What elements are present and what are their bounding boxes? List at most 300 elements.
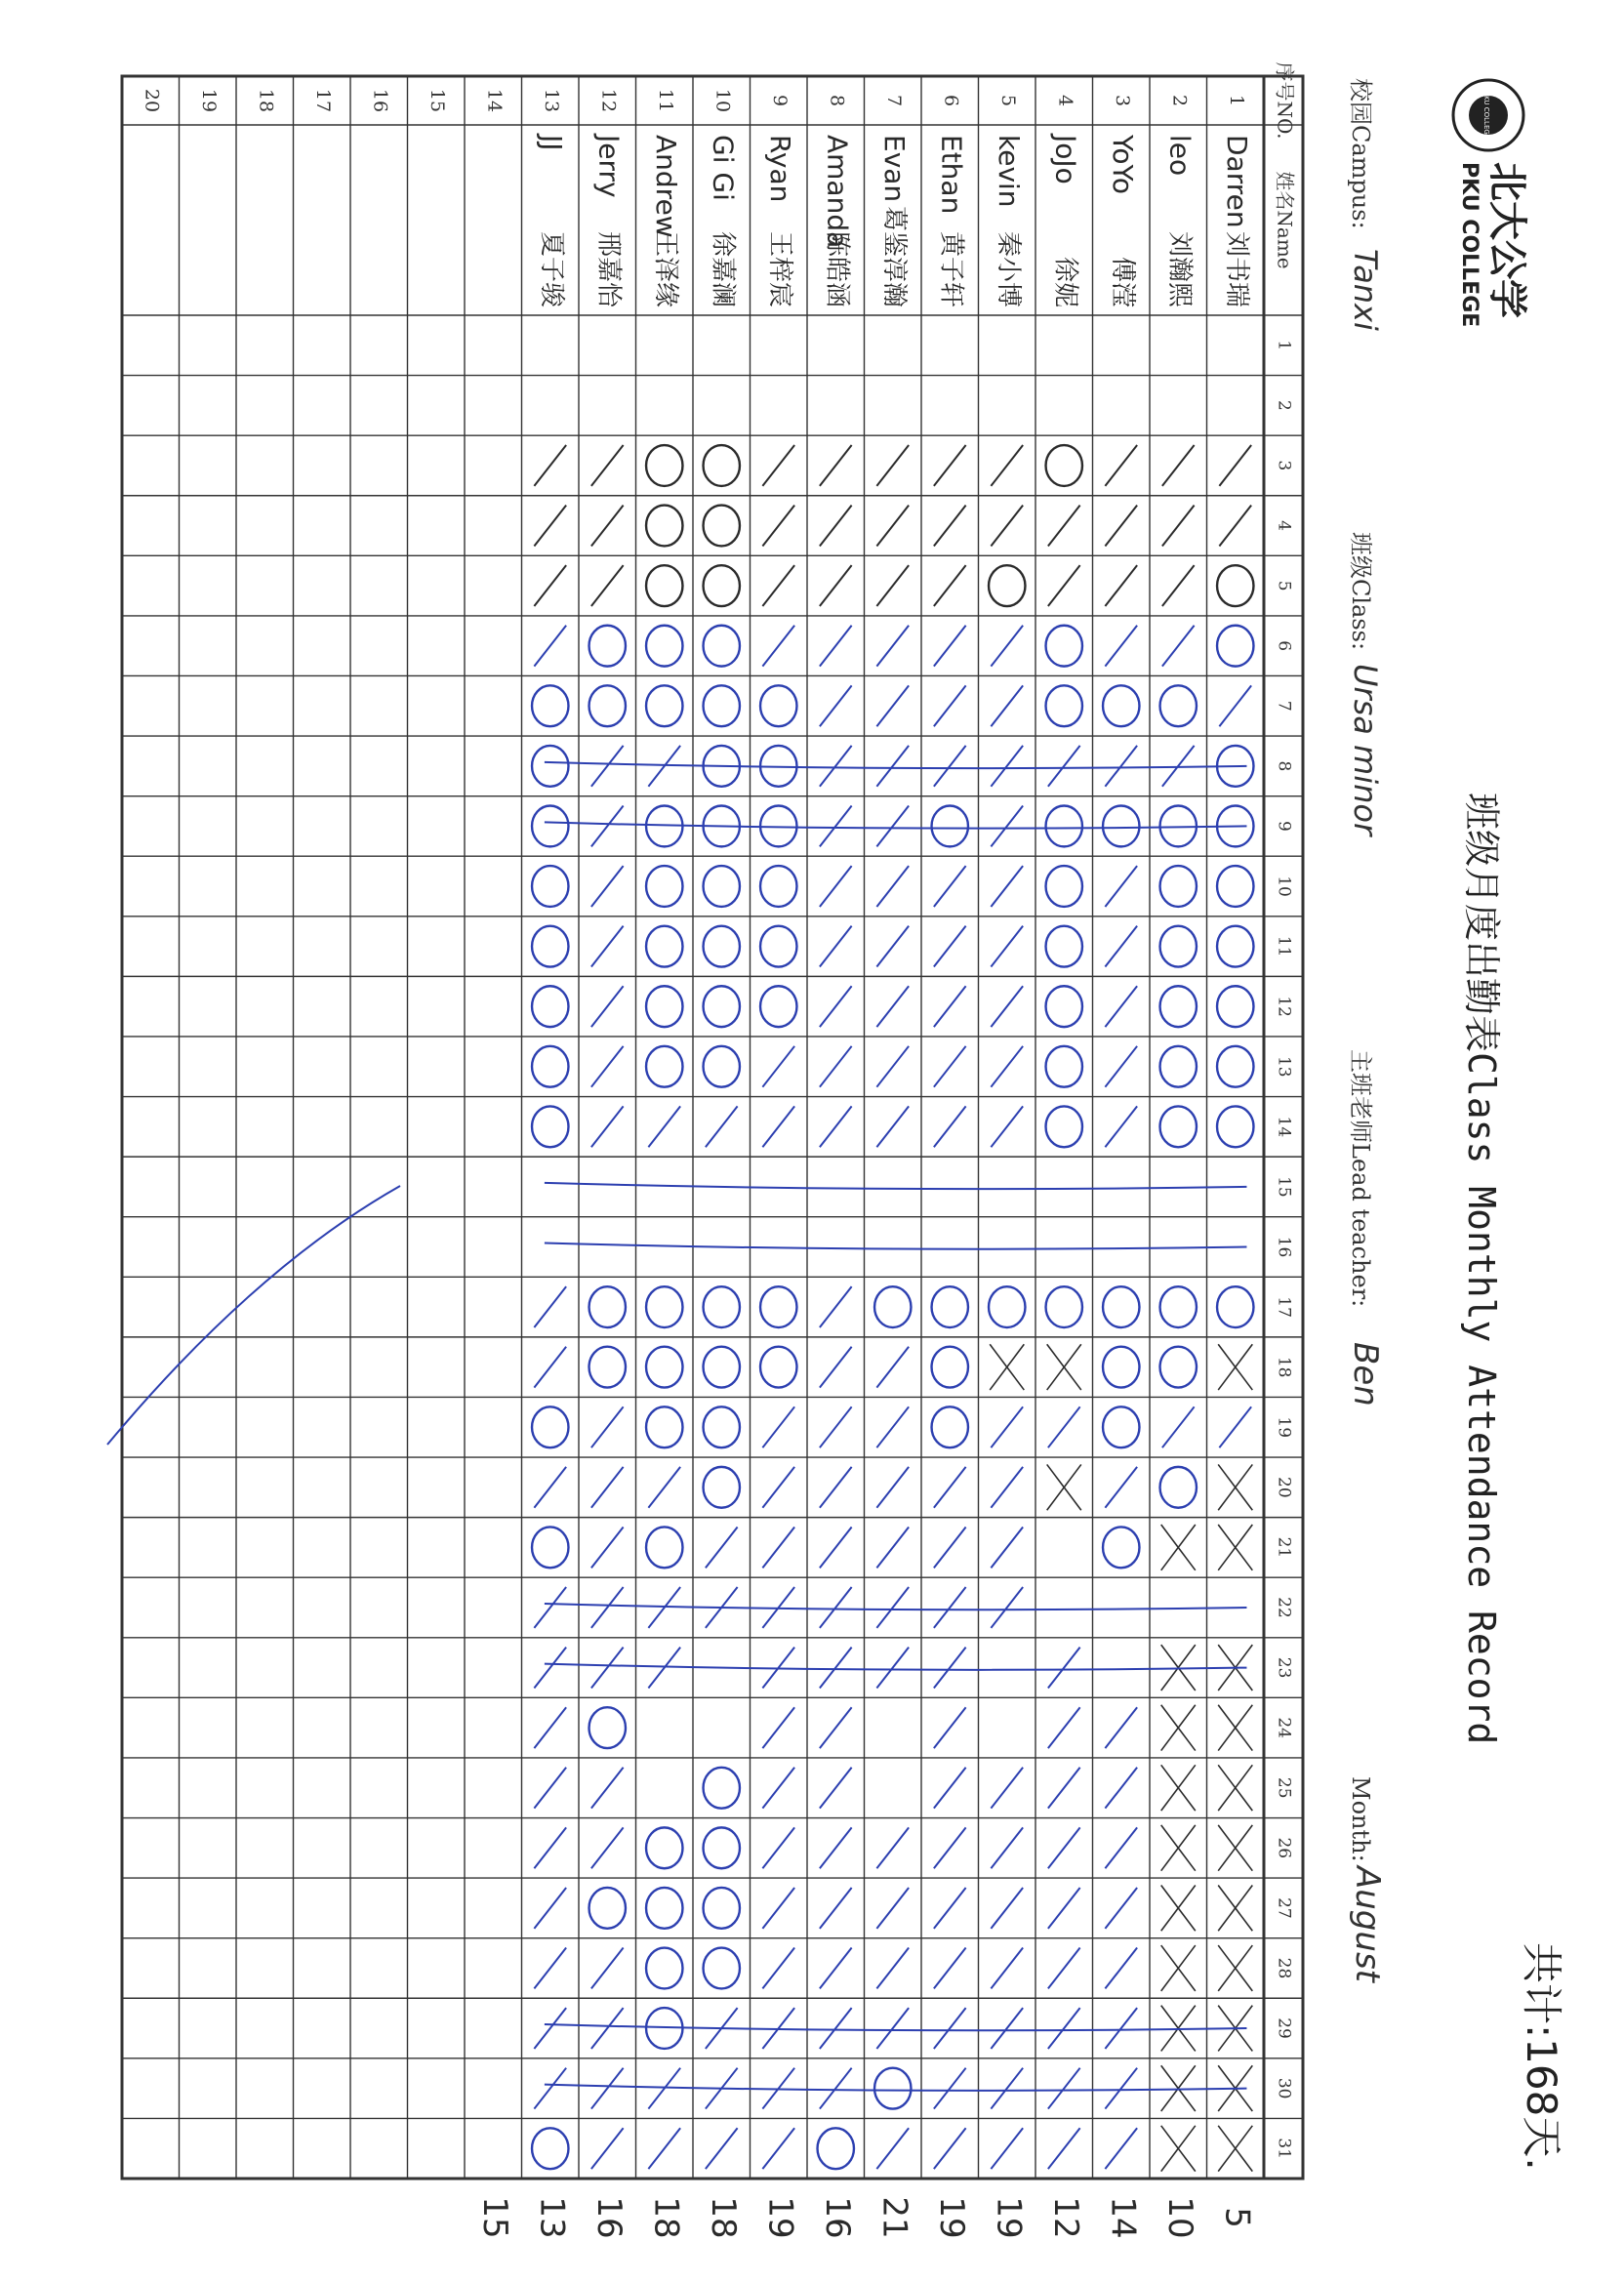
day-header: 9 — [1274, 821, 1294, 832]
student-name-cn: 徐嘉澜 — [708, 230, 738, 307]
student-name-en: Jerry — [592, 135, 626, 198]
day-header: 12 — [1274, 996, 1294, 1017]
attendance-mark-slash — [1105, 1106, 1137, 1147]
attendance-mark-circle — [704, 1406, 740, 1447]
attendance-mark-slash — [820, 1406, 852, 1447]
attendance-mark-slash — [1105, 926, 1137, 967]
student-name-en: Ryan — [763, 135, 796, 203]
attendance-mark-slash — [991, 805, 1023, 846]
row-number: 12 — [597, 88, 620, 113]
day-header: 19 — [1274, 1416, 1294, 1439]
attendance-mark-circle — [646, 1406, 682, 1447]
attendance-mark-slash — [591, 506, 624, 547]
attendance-mark-slash — [876, 866, 909, 907]
attendance-mark-slash — [991, 986, 1023, 1027]
attendance-mark-slash — [991, 445, 1023, 486]
campus-label: 校园Campus: — [1347, 78, 1374, 229]
attendance-mark-circle — [1046, 445, 1082, 486]
row-number: 18 — [255, 88, 277, 113]
holiday-line — [545, 1243, 1247, 1249]
attendance-mark-slash — [934, 1707, 966, 1748]
class-field — [1347, 532, 1384, 837]
class-label: 班级Class: — [1347, 532, 1374, 651]
student-name-en: Ethan — [935, 135, 968, 215]
attendance-mark-slash — [991, 1587, 1023, 1628]
attendance-mark-circle — [1046, 805, 1082, 846]
attendance-mark-circle — [704, 1467, 740, 1508]
attendance-mark-slash — [820, 626, 852, 667]
attendance-mark-slash — [934, 1467, 966, 1508]
attendance-mark-circle — [704, 1768, 740, 1809]
attendance-mark-slash — [591, 1948, 624, 1989]
attendance-mark-circle — [1160, 926, 1197, 967]
attendance-mark-slash — [762, 2128, 794, 2169]
attendance-mark-circle — [646, 1948, 682, 1989]
day-header: 30 — [1274, 2077, 1294, 2099]
attendance-mark-slash — [1219, 685, 1251, 726]
student-name-cn: 王泽缘 — [650, 230, 680, 307]
logo-en: PKU COLLEGE — [1457, 162, 1482, 328]
attendance-mark-slash — [1219, 445, 1251, 486]
attendance-mark-slash — [934, 565, 966, 606]
attendance-mark-slash — [1048, 1406, 1080, 1447]
attendance-mark-circle — [1217, 866, 1253, 907]
attendance-mark-circle — [1217, 1286, 1253, 1327]
attendance-mark-slash — [1048, 1827, 1080, 1868]
attendance-mark-slash — [1105, 2068, 1137, 2109]
day-header: 17 — [1274, 1296, 1294, 1318]
attendance-mark-slash — [820, 1286, 852, 1327]
attendance-mark-circle — [874, 1286, 911, 1327]
attendance-mark-circle — [589, 1347, 626, 1388]
attendance-mark-slash — [1105, 1827, 1137, 1868]
attendance-mark-slash — [820, 1046, 852, 1087]
attendance-mark-circle — [704, 1827, 740, 1868]
attendance-mark-slash — [820, 1347, 852, 1388]
row-number: 2 — [1168, 94, 1191, 107]
attendance-mark-circle — [1046, 986, 1082, 1027]
attendance-mark-slash — [876, 565, 909, 606]
attendance-mark-slash — [1105, 2128, 1137, 2169]
attendance-mark-slash — [991, 1046, 1023, 1087]
attendance-mark-slash — [534, 1587, 566, 1628]
attendance-mark-slash — [591, 1768, 624, 1809]
stray-stroke — [107, 1186, 400, 1445]
student-total: 19 — [989, 2196, 1029, 2239]
attendance-mark-slash — [1105, 1707, 1137, 1748]
attendance-mark-slash — [876, 926, 909, 967]
attendance-mark-slash — [1162, 626, 1195, 667]
attendance-mark-slash — [876, 1948, 909, 1989]
attendance-mark-slash — [1105, 1948, 1137, 1989]
attendance-mark-slash — [534, 445, 566, 486]
student-total: 10 — [1159, 2196, 1199, 2239]
campus-field — [1347, 78, 1384, 331]
student-row — [532, 133, 571, 2239]
row-number: 1 — [1225, 94, 1247, 107]
attendance-mark-circle — [704, 1046, 740, 1087]
attendance-mark-circle — [704, 986, 740, 1027]
attendance-mark-circle — [1160, 1106, 1197, 1147]
attendance-mark-circle — [1103, 805, 1139, 846]
attendance-mark-circle — [1160, 1347, 1197, 1388]
attendance-mark-circle — [1160, 986, 1197, 1027]
attendance-mark-slash — [762, 1827, 794, 1868]
attendance-mark-slash — [934, 1768, 966, 1809]
attendance-mark-slash — [762, 1106, 794, 1147]
student-name-en: Gi Gi — [707, 135, 740, 201]
attendance-mark-circle — [532, 986, 568, 1027]
attendance-mark-slash — [762, 1406, 794, 1447]
student-name-cn: 夏子骏 — [536, 230, 566, 307]
attendance-mark-circle — [646, 1527, 682, 1568]
row-number: 13 — [540, 88, 562, 113]
attendance-mark-slash — [934, 1948, 966, 1989]
month-value: August — [1348, 1866, 1387, 1982]
attendance-mark-slash — [1048, 506, 1080, 547]
attendance-mark-circle — [646, 1888, 682, 1929]
attendance-mark-slash — [1105, 866, 1137, 907]
attendance-mark-circle — [1160, 866, 1197, 907]
attendance-mark-slash — [876, 1888, 909, 1929]
holiday-line — [545, 1183, 1247, 1189]
row-number: 7 — [882, 94, 905, 107]
attendance-mark-slash — [534, 1707, 566, 1748]
attendance-mark-slash — [876, 986, 909, 1027]
attendance-mark-circle — [760, 1286, 796, 1327]
day-header: 23 — [1274, 1656, 1294, 1679]
attendance-mark-circle — [532, 866, 568, 907]
teacher-field — [1346, 1049, 1385, 1406]
attendance-mark-circle — [704, 506, 740, 547]
student-name-en: Amanda — [821, 135, 854, 249]
attendance-mark-slash — [820, 1888, 852, 1929]
student-total: 13 — [532, 2196, 572, 2239]
attendance-mark-circle — [760, 986, 796, 1027]
student-row — [874, 135, 914, 2239]
row-number: 15 — [426, 88, 448, 113]
attendance-mark-slash — [591, 805, 624, 846]
row-number: 4 — [1054, 94, 1076, 107]
attendance-mark-slash — [762, 626, 794, 667]
student-total: 19 — [760, 2196, 800, 2239]
attendance-mark-circle — [646, 1286, 682, 1327]
attendance-mark-circle — [646, 1347, 682, 1388]
student-name-cn: 黄子轩 — [936, 230, 966, 307]
attendance-mark-slash — [991, 1406, 1023, 1447]
day-header: 5 — [1274, 580, 1294, 591]
attendance-mark-slash — [934, 2128, 966, 2169]
student-total: 18 — [646, 2196, 686, 2239]
attendance-mark-circle — [1046, 926, 1082, 967]
attendance-mark-slash — [591, 2128, 624, 2169]
row-number: 8 — [826, 94, 848, 107]
student-name-cn: 刘瀚熙 — [1164, 230, 1195, 307]
day-header: 27 — [1274, 1897, 1294, 1919]
attendance-mark-slash — [820, 685, 852, 726]
day-header: 29 — [1274, 2017, 1294, 2039]
attendance-mark-slash — [991, 2068, 1023, 2109]
attendance-mark-slash — [991, 1948, 1023, 1989]
attendance-mark-circle — [646, 445, 682, 486]
attendance-mark-slash — [991, 1527, 1023, 1568]
day-header: 11 — [1274, 935, 1294, 958]
attendance-mark-slash — [991, 685, 1023, 726]
attendance-mark-slash — [1105, 1888, 1137, 1929]
attendance-mark-circle — [589, 626, 626, 667]
day-header: 18 — [1274, 1356, 1294, 1378]
student-row — [1046, 133, 1085, 2239]
row-number: 3 — [1111, 94, 1133, 107]
attendance-mark-circle — [1160, 1286, 1197, 1327]
attendance-mark-slash — [1048, 1648, 1080, 1689]
attendance-mark-circle — [704, 1347, 740, 1388]
attendance-mark-slash — [591, 1046, 624, 1087]
attendance-mark-circle — [532, 685, 568, 726]
attendance-mark-slash — [991, 1106, 1023, 1147]
attendance-mark-circle — [532, 2128, 568, 2169]
attendance-mark-slash — [991, 1827, 1023, 1868]
student-total: 14 — [1103, 2196, 1143, 2239]
attendance-mark-slash — [876, 2008, 909, 2049]
attendance-mark-circle — [704, 565, 740, 606]
holiday-line — [545, 2085, 1247, 2091]
attendance-mark-slash — [762, 1948, 794, 1989]
attendance-mark-slash — [762, 1768, 794, 1809]
attendance-mark-slash — [534, 1948, 566, 1989]
attendance-mark-slash — [591, 926, 624, 967]
attendance-mark-slash — [820, 1587, 852, 1628]
attendance-mark-slash — [591, 866, 624, 907]
attendance-mark-circle — [1046, 685, 1082, 726]
attendance-mark-slash — [991, 926, 1023, 967]
student-name-cn: 秦小博 — [993, 230, 1023, 307]
attendance-mark-slash — [534, 565, 566, 606]
attendance-mark-circle — [932, 1286, 968, 1327]
attendance-mark-circle — [646, 685, 682, 726]
attendance-mark-slash — [934, 506, 966, 547]
attendance-mark-circle — [532, 1046, 568, 1087]
attendance-mark-circle — [532, 1106, 568, 1147]
attendance-mark-circle — [760, 866, 796, 907]
row-number: 9 — [768, 94, 791, 107]
attendance-mark-slash — [1105, 2008, 1137, 2049]
attendance-mark-slash — [876, 1046, 909, 1087]
day-header: 28 — [1274, 1957, 1294, 1979]
student-total: 21 — [874, 2196, 914, 2239]
attendance-mark-slash — [991, 2008, 1023, 2049]
student-name-en: Darren — [1220, 135, 1253, 228]
attendance-mark-slash — [876, 805, 909, 846]
attendance-mark-circle — [1103, 1527, 1139, 1568]
attendance-mark-circle — [646, 626, 682, 667]
attendance-mark-circle — [1160, 1467, 1197, 1508]
attendance-mark-circle — [704, 1286, 740, 1327]
attendance-mark-slash — [820, 2008, 852, 2049]
attendance-mark-slash — [1162, 445, 1195, 486]
attendance-mark-slash — [934, 445, 966, 486]
attendance-mark-slash — [1219, 1406, 1251, 1447]
day-header: 10 — [1274, 876, 1294, 897]
attendance-mark-slash — [934, 2008, 966, 2049]
class-value: Ursa minor — [1347, 664, 1384, 836]
attendance-mark-circle — [646, 506, 682, 547]
attendance-mark-slash — [1105, 986, 1137, 1027]
attendance-mark-slash — [762, 1467, 794, 1508]
attendance-mark-slash — [762, 565, 794, 606]
day-header: 1 — [1274, 340, 1294, 351]
attendance-mark-slash — [934, 1106, 966, 1147]
attendance-mark-slash — [820, 565, 852, 606]
attendance-mark-slash — [648, 1467, 680, 1508]
row-number: 19 — [197, 88, 220, 113]
attendance-mark-slash — [934, 2068, 966, 2109]
student-name-cn: 王梓宸 — [764, 230, 794, 307]
attendance-mark-slash — [820, 2068, 852, 2109]
attendance-mark-slash — [591, 445, 624, 486]
attendance-mark-circle — [1217, 626, 1253, 667]
day-header: 25 — [1274, 1776, 1294, 1799]
attendance-mark-slash — [820, 746, 852, 787]
logo-seal-text: PKU COLLEGE — [1482, 91, 1490, 140]
attendance-mark-circle — [1217, 565, 1253, 606]
attendance-mark-circle — [932, 1347, 968, 1388]
attendance-mark-circle — [1217, 926, 1253, 967]
attendance-mark-circle — [1103, 685, 1139, 726]
attendance-mark-circle — [818, 2128, 854, 2169]
month-field — [1347, 1776, 1387, 1984]
attendance-mark-slash — [876, 626, 909, 667]
attendance-mark-circle — [704, 685, 740, 726]
day-header: 6 — [1274, 640, 1294, 652]
attendance-mark-slash — [534, 506, 566, 547]
student-name-en: leo — [1163, 135, 1197, 177]
attendance-mark-slash — [991, 1467, 1023, 1508]
attendance-mark-slash — [591, 1406, 624, 1447]
student-total: 12 — [1045, 2196, 1085, 2239]
attendance-mark-slash — [934, 1648, 966, 1689]
student-row — [989, 135, 1028, 2239]
attendance-mark-circle — [532, 805, 568, 846]
attendance-mark-slash — [876, 1827, 909, 1868]
student-name-cn: 傅滢 — [1107, 256, 1137, 307]
attendance-mark-slash — [934, 1888, 966, 1929]
day-header: 8 — [1274, 760, 1294, 772]
attendance-mark-circle — [646, 986, 682, 1027]
attendance-mark-circle — [589, 685, 626, 726]
attendance-mark-slash — [1105, 1467, 1137, 1508]
student-total: 18 — [703, 2196, 743, 2239]
attendance-mark-circle — [646, 1046, 682, 1087]
student-name-en: JJ — [535, 135, 568, 151]
logo-cn: 北大公学 — [1484, 162, 1530, 318]
student-total: 16 — [817, 2196, 857, 2239]
attendance-mark-slash — [820, 445, 852, 486]
header — [1346, 78, 1565, 2171]
attendance-mark-slash — [876, 1347, 909, 1388]
attendance-table — [107, 61, 1303, 2238]
student-name-en: kevin — [992, 135, 1025, 208]
attendance-mark-slash — [534, 1648, 566, 1689]
attendance-mark-slash — [820, 1648, 852, 1689]
attendance-mark-slash — [876, 1467, 909, 1508]
attendance-mark-slash — [534, 1467, 566, 1508]
day-header: 24 — [1274, 1717, 1294, 1738]
attendance-mark-slash — [591, 1827, 624, 1868]
attendance-mark-slash — [1048, 2008, 1080, 2049]
attendance-mark-circle — [874, 2068, 911, 2109]
attendance-mark-circle — [760, 1347, 796, 1388]
day-header: 2 — [1274, 399, 1294, 411]
total-note: 共计:168天. — [1518, 1942, 1565, 2171]
day-header: 15 — [1274, 1176, 1294, 1198]
attendance-mark-slash — [820, 926, 852, 967]
attendance-mark-slash — [934, 746, 966, 787]
row-number: 5 — [996, 94, 1019, 107]
logo — [1453, 80, 1530, 327]
attendance-mark-slash — [991, 746, 1023, 787]
attendance-mark-slash — [648, 2128, 680, 2169]
campus-value: Tanxi — [1347, 249, 1384, 331]
attendance-mark-slash — [1048, 1768, 1080, 1809]
attendance-mark-circle — [1217, 986, 1253, 1027]
day-header: 14 — [1274, 1116, 1294, 1138]
student-name-en: JoJo — [1049, 135, 1082, 184]
day-header: 21 — [1274, 1536, 1294, 1559]
day-header: 22 — [1274, 1597, 1294, 1618]
student-total: 15 — [474, 2196, 514, 2239]
attendance-mark-slash — [762, 1527, 794, 1568]
attendance-mark-circle — [704, 1888, 740, 1929]
attendance-mark-slash — [534, 1888, 566, 1929]
attendance-mark-slash — [534, 1347, 566, 1388]
attendance-mark-slash — [991, 2128, 1023, 2169]
attendance-mark-circle — [1217, 1046, 1253, 1087]
attendance-mark-slash — [876, 685, 909, 726]
attendance-mark-slash — [934, 986, 966, 1027]
student-name-en: Evan — [877, 135, 911, 203]
attendance-mark-slash — [762, 1046, 794, 1087]
attendance-mark-circle — [760, 685, 796, 726]
attendance-mark-slash — [1048, 1948, 1080, 1989]
attendance-mark-slash — [1162, 1406, 1195, 1447]
student-total: 5 — [1217, 2207, 1257, 2228]
student-row — [818, 135, 857, 2239]
attendance-mark-slash — [1105, 1768, 1137, 1809]
attendance-mark-slash — [591, 1648, 624, 1689]
attendance-mark-slash — [591, 2068, 624, 2109]
attendance-mark-slash — [1048, 565, 1080, 606]
attendance-mark-slash — [820, 1707, 852, 1748]
teacher-value: Ben — [1346, 1342, 1385, 1406]
attendance-mark-circle — [932, 1406, 968, 1447]
attendance-mark-slash — [876, 1106, 909, 1147]
student-row — [932, 135, 971, 2239]
attendance-mark-circle — [532, 926, 568, 967]
attendance-mark-slash — [762, 445, 794, 486]
attendance-mark-slash — [820, 1768, 852, 1809]
attendance-mark-slash — [1105, 626, 1137, 667]
attendance-mark-circle — [704, 1948, 740, 1989]
attendance-mark-circle — [704, 866, 740, 907]
attendance-mark-circle — [646, 1827, 682, 1868]
attendance-mark-slash — [991, 1888, 1023, 1929]
student-name-cn: 刘书瑞 — [1221, 230, 1251, 307]
attendance-mark-circle — [1103, 1406, 1139, 1447]
attendance-mark-slash — [1105, 445, 1137, 486]
student-row — [1217, 135, 1256, 2228]
attendance-mark-slash — [991, 626, 1023, 667]
